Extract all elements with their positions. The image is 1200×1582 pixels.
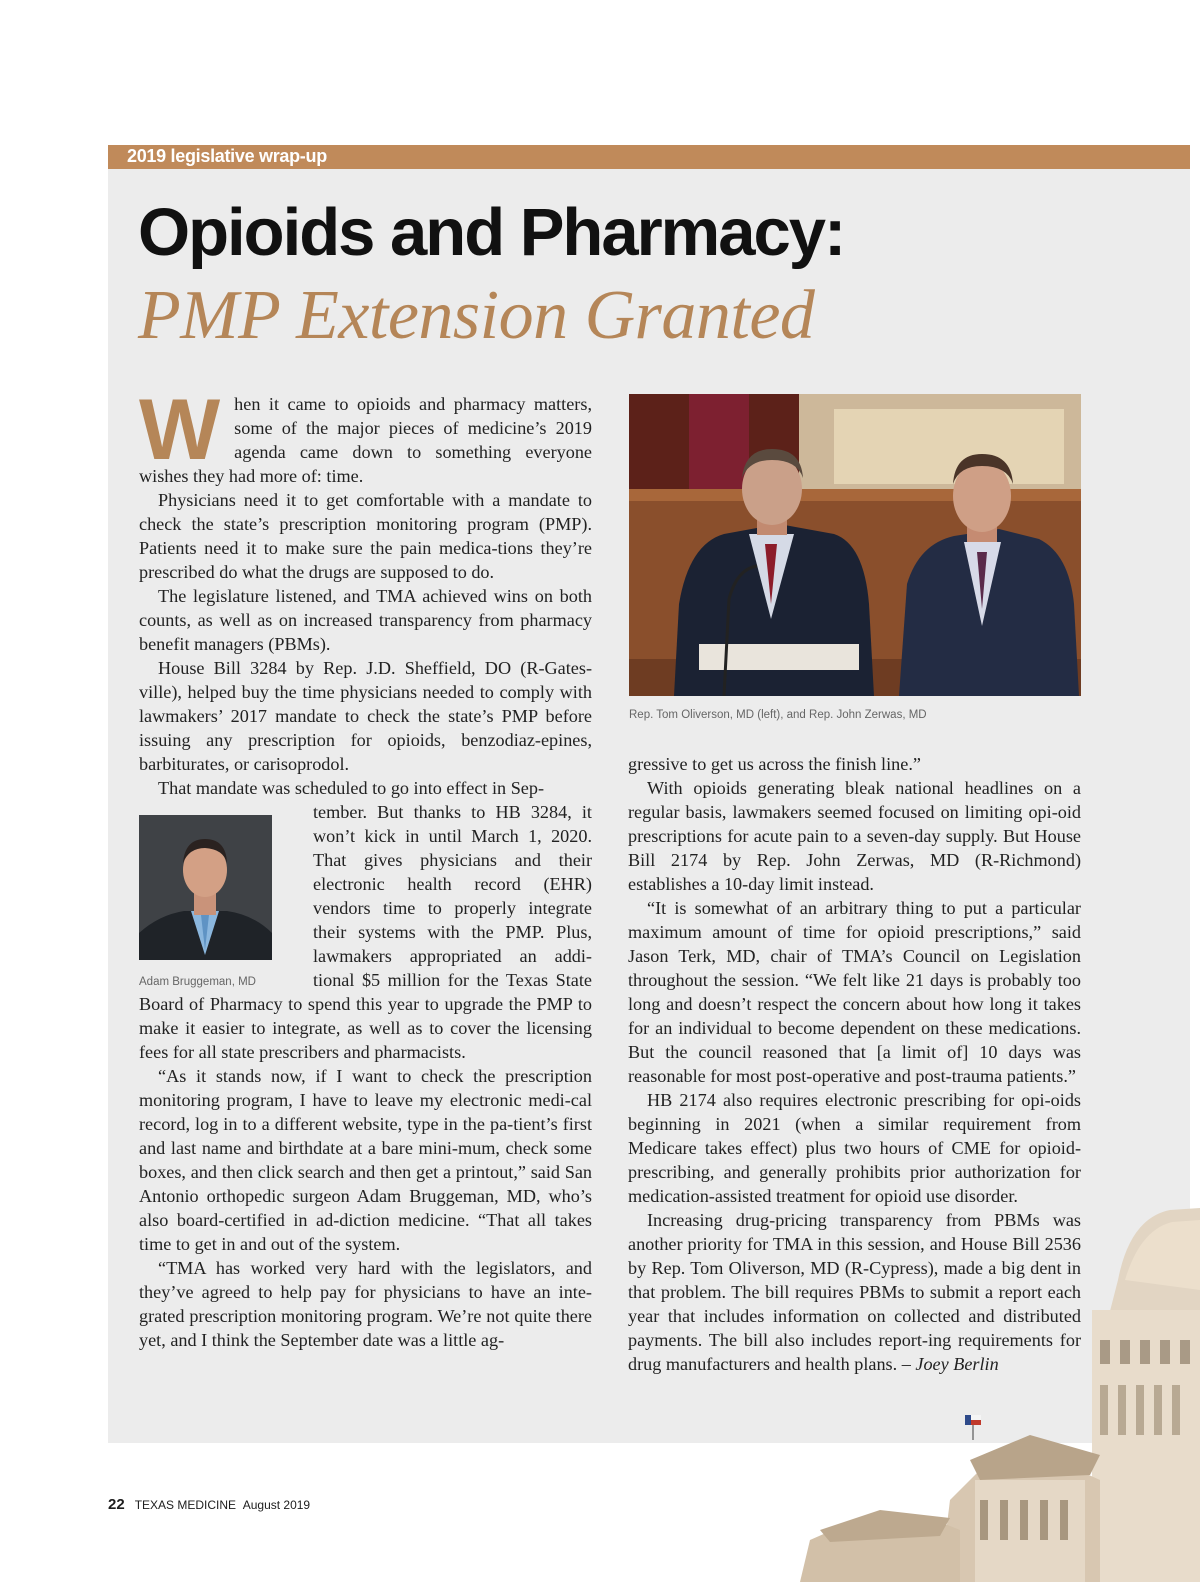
inset-figure: [139, 815, 299, 988]
paragraph: “As it stands now, if I want to check the prescription monitoring program, I have to leave my electronic medi-cal record, log in to a different website, type in the pa-tient’s first and last name and birthdate at a bare mini-mum, check some boxes, and then click search and then get a printout,” said San Antonio orthopedic surgeon Adam Bruggeman, MD, who’s also board-certified in ad-diction medicine. “That all takes time to get in and out of the system.: [139, 1066, 592, 1254]
paragraph: HB 2174 also requires electronic prescribing for opi-oids beginning in 2021 (when a similar requirement from Medicare takes effect) plus two hours of CME for opioid-prescribing, and generally prohibits prior authorization for medication-assisted treatment for opioid use disorder.: [628, 1090, 1081, 1206]
left-column: [139, 382, 592, 1352]
article-title: Opioids and Pharmacy:: [138, 195, 845, 270]
paragraph-text: Increasing drug-pricing transparency from PBMs was another priority for TMA in this session, and House Bill 2536 by Rep. Tom Oliverson, MD (R-Cypress), made a big dent in that problem. The bill requires PBMs to submit a report each year that includes information on collected and distributed payments. The bill also includes report-ing requirements for drug manufacturers and health plans. –: [628, 1210, 1081, 1374]
capitol-illustration: [800, 1200, 1200, 1582]
publication-name: TEXAS MEDICINE: [134, 1498, 237, 1512]
paragraph: Physicians need it to get comfortable with a mandate to check the state’s prescription monitoring program (PMP). Patients need it to make sure the pain medica-tions they’re prescribed do what the drugs are supposed to do.: [139, 490, 592, 582]
paragraph: House Bill 3284 by Rep. J.D. Sheffield, DO (R-Gates-ville), helped buy the time physicians needed to comply with lawmakers’ 2017 mandate to check the state’s PMP before issuing any prescription for opioids, benzodiaz-epines, barbiturates, or carisoprodol.: [139, 658, 592, 774]
photo-caption: Rep. Tom Oliverson, MD (left), and Rep. John Zerwas, MD: [629, 709, 927, 721]
paragraph-text: hen it came to opioids and pharmacy matters, some of the major pieces of medicine’s 2019 agenda came down to something everyone wishes they had more of: time.: [139, 394, 592, 486]
paragraph: With opioids generating bleak national headlines on a regular basis, lawmakers seemed focused on limiting opi-oid prescriptions for acute pain to a seven-day supply. But House Bill 2174 by Rep. John Zerwas, MD (R-Richmond) establishes a 10-day limit instead.: [628, 778, 1081, 894]
paragraph: gressive to get us across the finish line.”: [628, 754, 921, 774]
paragraph: “It is somewhat of an arbitrary thing to put a particular maximum amount of time for opioid prescriptions,” said Jason Terk, MD, chair of TMA’s Council on Legislation throughout the session. “We felt like 21 days is probably too long and doesn’t respect the concern about how long it takes for an individual to become dependent on these medications. But the council reasoned that [a limit of] 10 days was reasonable for most post-operative and post-trauma patients.”: [628, 898, 1081, 1086]
paragraph: That mandate was scheduled to go into effect in Sep-: [158, 778, 545, 798]
legislators-image: [629, 394, 1081, 696]
article-subtitle: PMP Extension Granted: [138, 277, 815, 354]
legislators-photo: [629, 394, 1081, 696]
paragraph: tember. But thanks to HB 3284, it won’t kick in until March 1, 2020. That gives physicians and their electronic health record (EHR) vendors time to properly integrate their systems with the PMP. Plus, lawmakers appropriated an addi-tional $5 million for the Texas State Board of Pharmacy to spend this year to upgrade the PMP to make it easier to integrate, as well as to cover the licensing fees for all state prescribers and pharmacists.: [139, 802, 592, 1062]
page-footer: [108, 1496, 310, 1513]
paragraph: [139, 382, 592, 488]
drop-cap: W: [139, 382, 221, 478]
page-number: 22: [108, 1496, 125, 1513]
person-portrait-image: [139, 815, 272, 960]
inset-caption: Adam Bruggeman, MD: [139, 976, 256, 988]
section-banner: [108, 145, 1190, 169]
issue-date: August 2019: [242, 1498, 311, 1512]
paragraph: The legislature listened, and TMA achieved wins on both counts, as well as on increased transparency from pharmacy benefit managers (PBMs).: [139, 586, 592, 654]
byline: Joey Berlin: [915, 1354, 999, 1374]
paragraph: “TMA has worked very hard with the legislators, and they’ve agreed to help pay for physicians to have an inte-grated prescription monitoring program. We’re not quite there yet, and I think the September date was a little ag-: [139, 1258, 592, 1350]
portrait-photo: [139, 815, 272, 960]
section-label: 2019 legislative wrap-up: [127, 146, 327, 166]
